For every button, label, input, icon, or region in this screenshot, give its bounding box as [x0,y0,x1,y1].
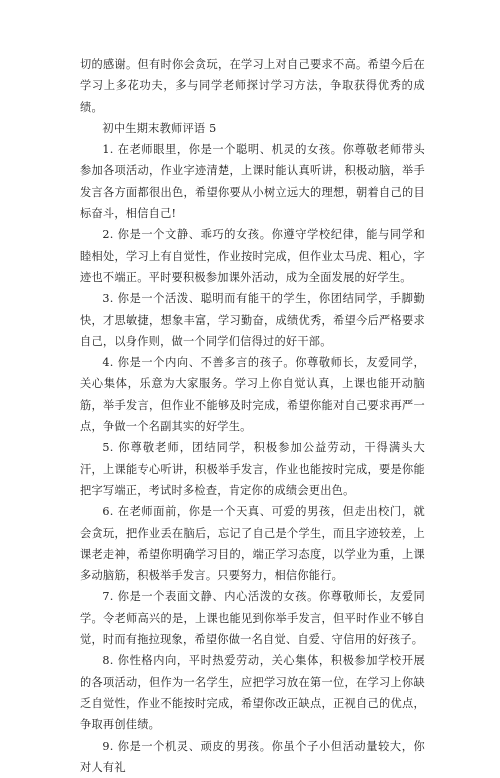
intro-paragraph: 切的感谢。但有时你会贪玩，在学习上对自己要求不高。希望今后在学习上多花功夫，多与同学老师探讨学习方法，争取获得优秀的成绩。 [80,54,425,118]
comment-item-5: 5. 你尊敬老师，团结同学，积极参加公益劳动，干得满头大汗，上课能专心听讲，积极举手发言，作业也能按时完成，要是你能把字写端正，考试时多检查，肯定你的成绩会更出色。 [80,437,425,501]
comment-item-1: 1. 在老师眼里，你是一个聪明、机灵的女孩。你尊敬老师带头参加各项活动，作业字迹清楚，上课时能认真听讲，积极动脑，举手发言各方面都很出色，希望你要从小树立远大的理想，朝着自己的目标奋斗，相信自己! [80,139,425,224]
comment-item-4: 4. 你是一个内向、不善多言的孩子。你尊敬师长，友爱同学，关心集体，乐意为大家服务。学习上你自觉认真，上课也能开动脑筋，举手发言，但作业不能够及时完成，希望你能对自己要求再严一点，争做一个名副其实的好学生。 [80,352,425,437]
comment-item-8: 8. 你性格内向，平时热爱劳动，关心集体，积极参加学校开展的各项活动，但作为一名学生，应把学习放在第一位，在学习上你缺乏自觉性，作业不能按时完成，希望你改正缺点，正视自己的优点，争取再创佳绩。 [80,650,425,735]
comment-item-6: 6. 在老师面前，你是一个天真、可爱的男孩，但走出校门，就会贪玩，把作业丢在脑后，忘记了自己是个学生，而且字迹较差，上课老走神，希望你明确学习目的，端正学习态度，以学业为重，上课多动脑筋，积极举手发言。只要努力，相信你能行。 [80,501,425,586]
section-title: 初中生期末教师评语 5 [80,118,425,139]
comment-item-9: 9. 你是一个机灵、顽皮的男孩。你虽个子小但活动量较大，你对人有礼 [80,736,425,778]
document-page [80,54,425,778]
comment-item-3: 3. 你是一个活泼、聪明而有能干的学生，你团结同学，手脚勤快，才思敏捷，想象丰富，学习勤奋，成绩优秀，希望今后严格要求自己，以身作则，做一个同学们信得过的好干部。 [80,288,425,352]
comment-item-7: 7. 你是一个表面文静、内心活泼的女孩。你尊敬师长，友爱同学。令老师高兴的是，上课也能见到你举手发言，但平时作业不够自觉，时而有拖拉现象，希望你做一名自觉、自爱、守信用的好孩子。 [80,586,425,650]
comment-item-2: 2. 你是一个文静、乖巧的女孩。你遵守学校纪律，能与同学和睦相处，学习上有自觉性，作业按时完成，但作业太马虎、粗心，字迹也不端正。平时要积极参加课外活动，成为全面发展的好学生。 [80,224,425,288]
